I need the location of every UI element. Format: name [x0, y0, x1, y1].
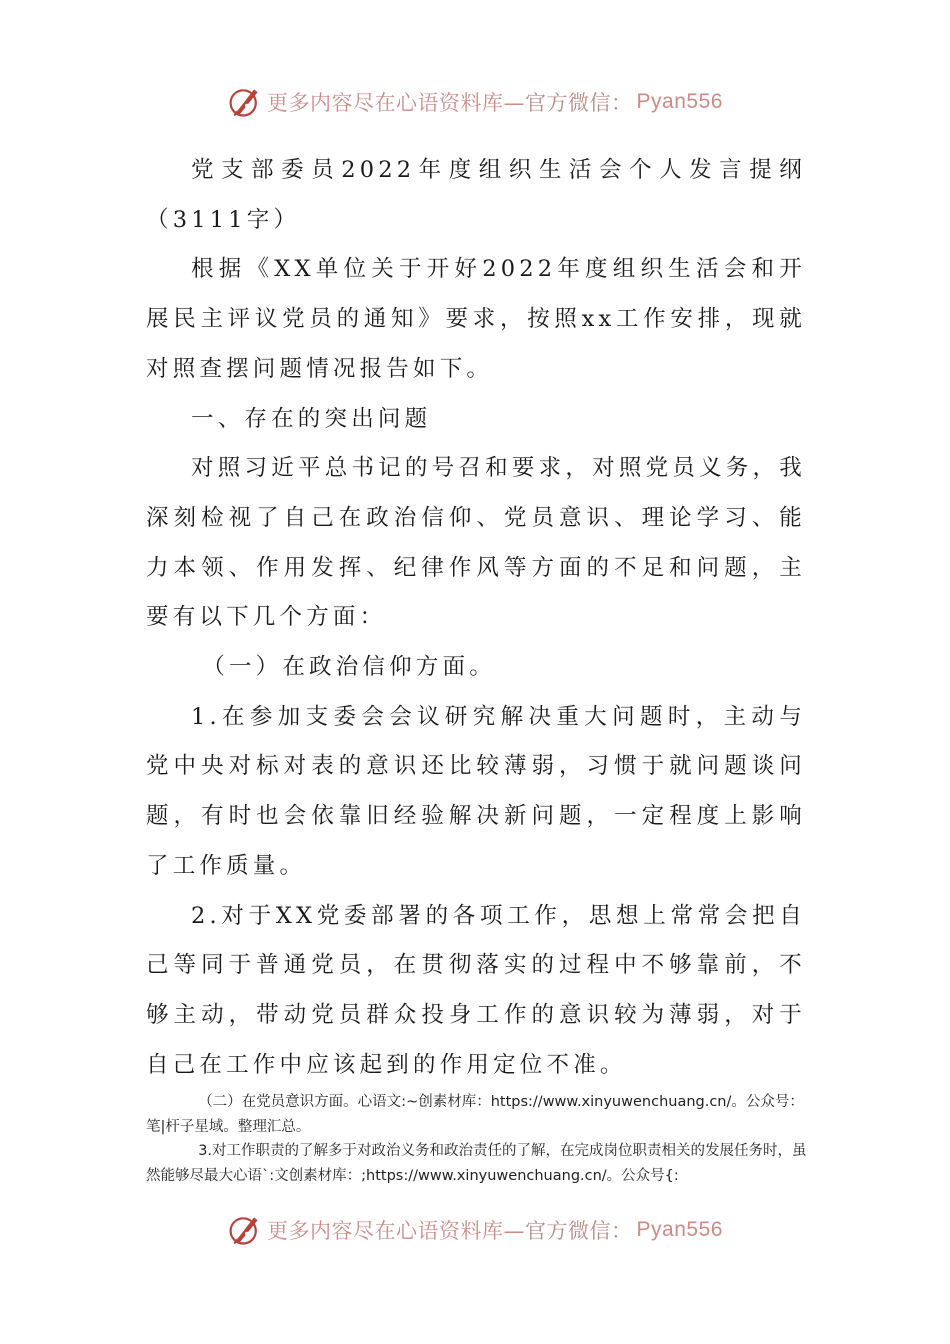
- footnote-text: [146, 1090, 810, 1188]
- watermark-wechat-label: 官方微信：: [525, 91, 633, 115]
- watermark-text: 更多内容尽在心语资料库—: [267, 1219, 526, 1243]
- watermark-text: 更多内容尽在心语资料库—: [267, 91, 526, 115]
- paragraph: 1.在参加支委会会议研究解决重大问题时，主动与党中央对标对表的意识还比较薄弱，习惯于就问题谈问题，有时也会依靠旧经验解决新问题，一定程度上影响了工作质量。: [146, 703, 806, 879]
- small-paragraph: （二）在党员意识方面。心语文:~创素材库：https://www.xinyuwenchuang.cn/。公众号：笔|杆子星域。整理汇总。: [146, 1094, 804, 1135]
- intro-paragraph: 根据《XX单位关于开好2022年度组织生活会和开展民主评议党员的通知》要求，按照xx工作安排，现就对照查摆问题情况报告如下。: [146, 256, 806, 382]
- quill-logo-icon: [227, 84, 263, 120]
- section-heading: 一、存在的突出问题: [191, 405, 432, 432]
- paragraph: 2.对于XX党委部署的各项工作，思想上常常会把自己等同于普通党员，在贯彻落实的过程中不够靠前，不够主动，带动党员群众投身工作的意识较为薄弱，对于自己在工作中应该起到的作用定位不准。: [146, 902, 806, 1078]
- header-watermark: [0, 80, 950, 124]
- watermark-wechat-id: Pyan556: [636, 1218, 723, 1241]
- watermark-wechat-label: 官方微信：: [525, 1219, 633, 1243]
- document-body: [146, 146, 806, 1090]
- subsection-heading: （一）在政治信仰方面。: [202, 654, 496, 681]
- quill-logo-icon: [227, 1212, 263, 1248]
- footer-watermark: [0, 1208, 950, 1252]
- paragraph: 对照习近平总书记的号召和要求，对照党员义务，我深刻检视了自己在政治信仰、党员意识、理论学习、能力本领、作用发挥、纪律作风等方面的不足和问题，主要有以下几个方面：: [146, 455, 806, 631]
- watermark-wechat-id: Pyan556: [636, 90, 723, 113]
- small-paragraph: 3.对工作职责的了解多于对政治义务和政治责任的了解，在完成岗位职责相关的发展任务时，虽然能够尽最大心语`:文创素材库：;https://www.xinyuwenchuang.cn/。公众号{:: [146, 1143, 807, 1184]
- document-title: 党支部委员2022年度组织生活会个人发言提纲（3111字）: [146, 157, 806, 233]
